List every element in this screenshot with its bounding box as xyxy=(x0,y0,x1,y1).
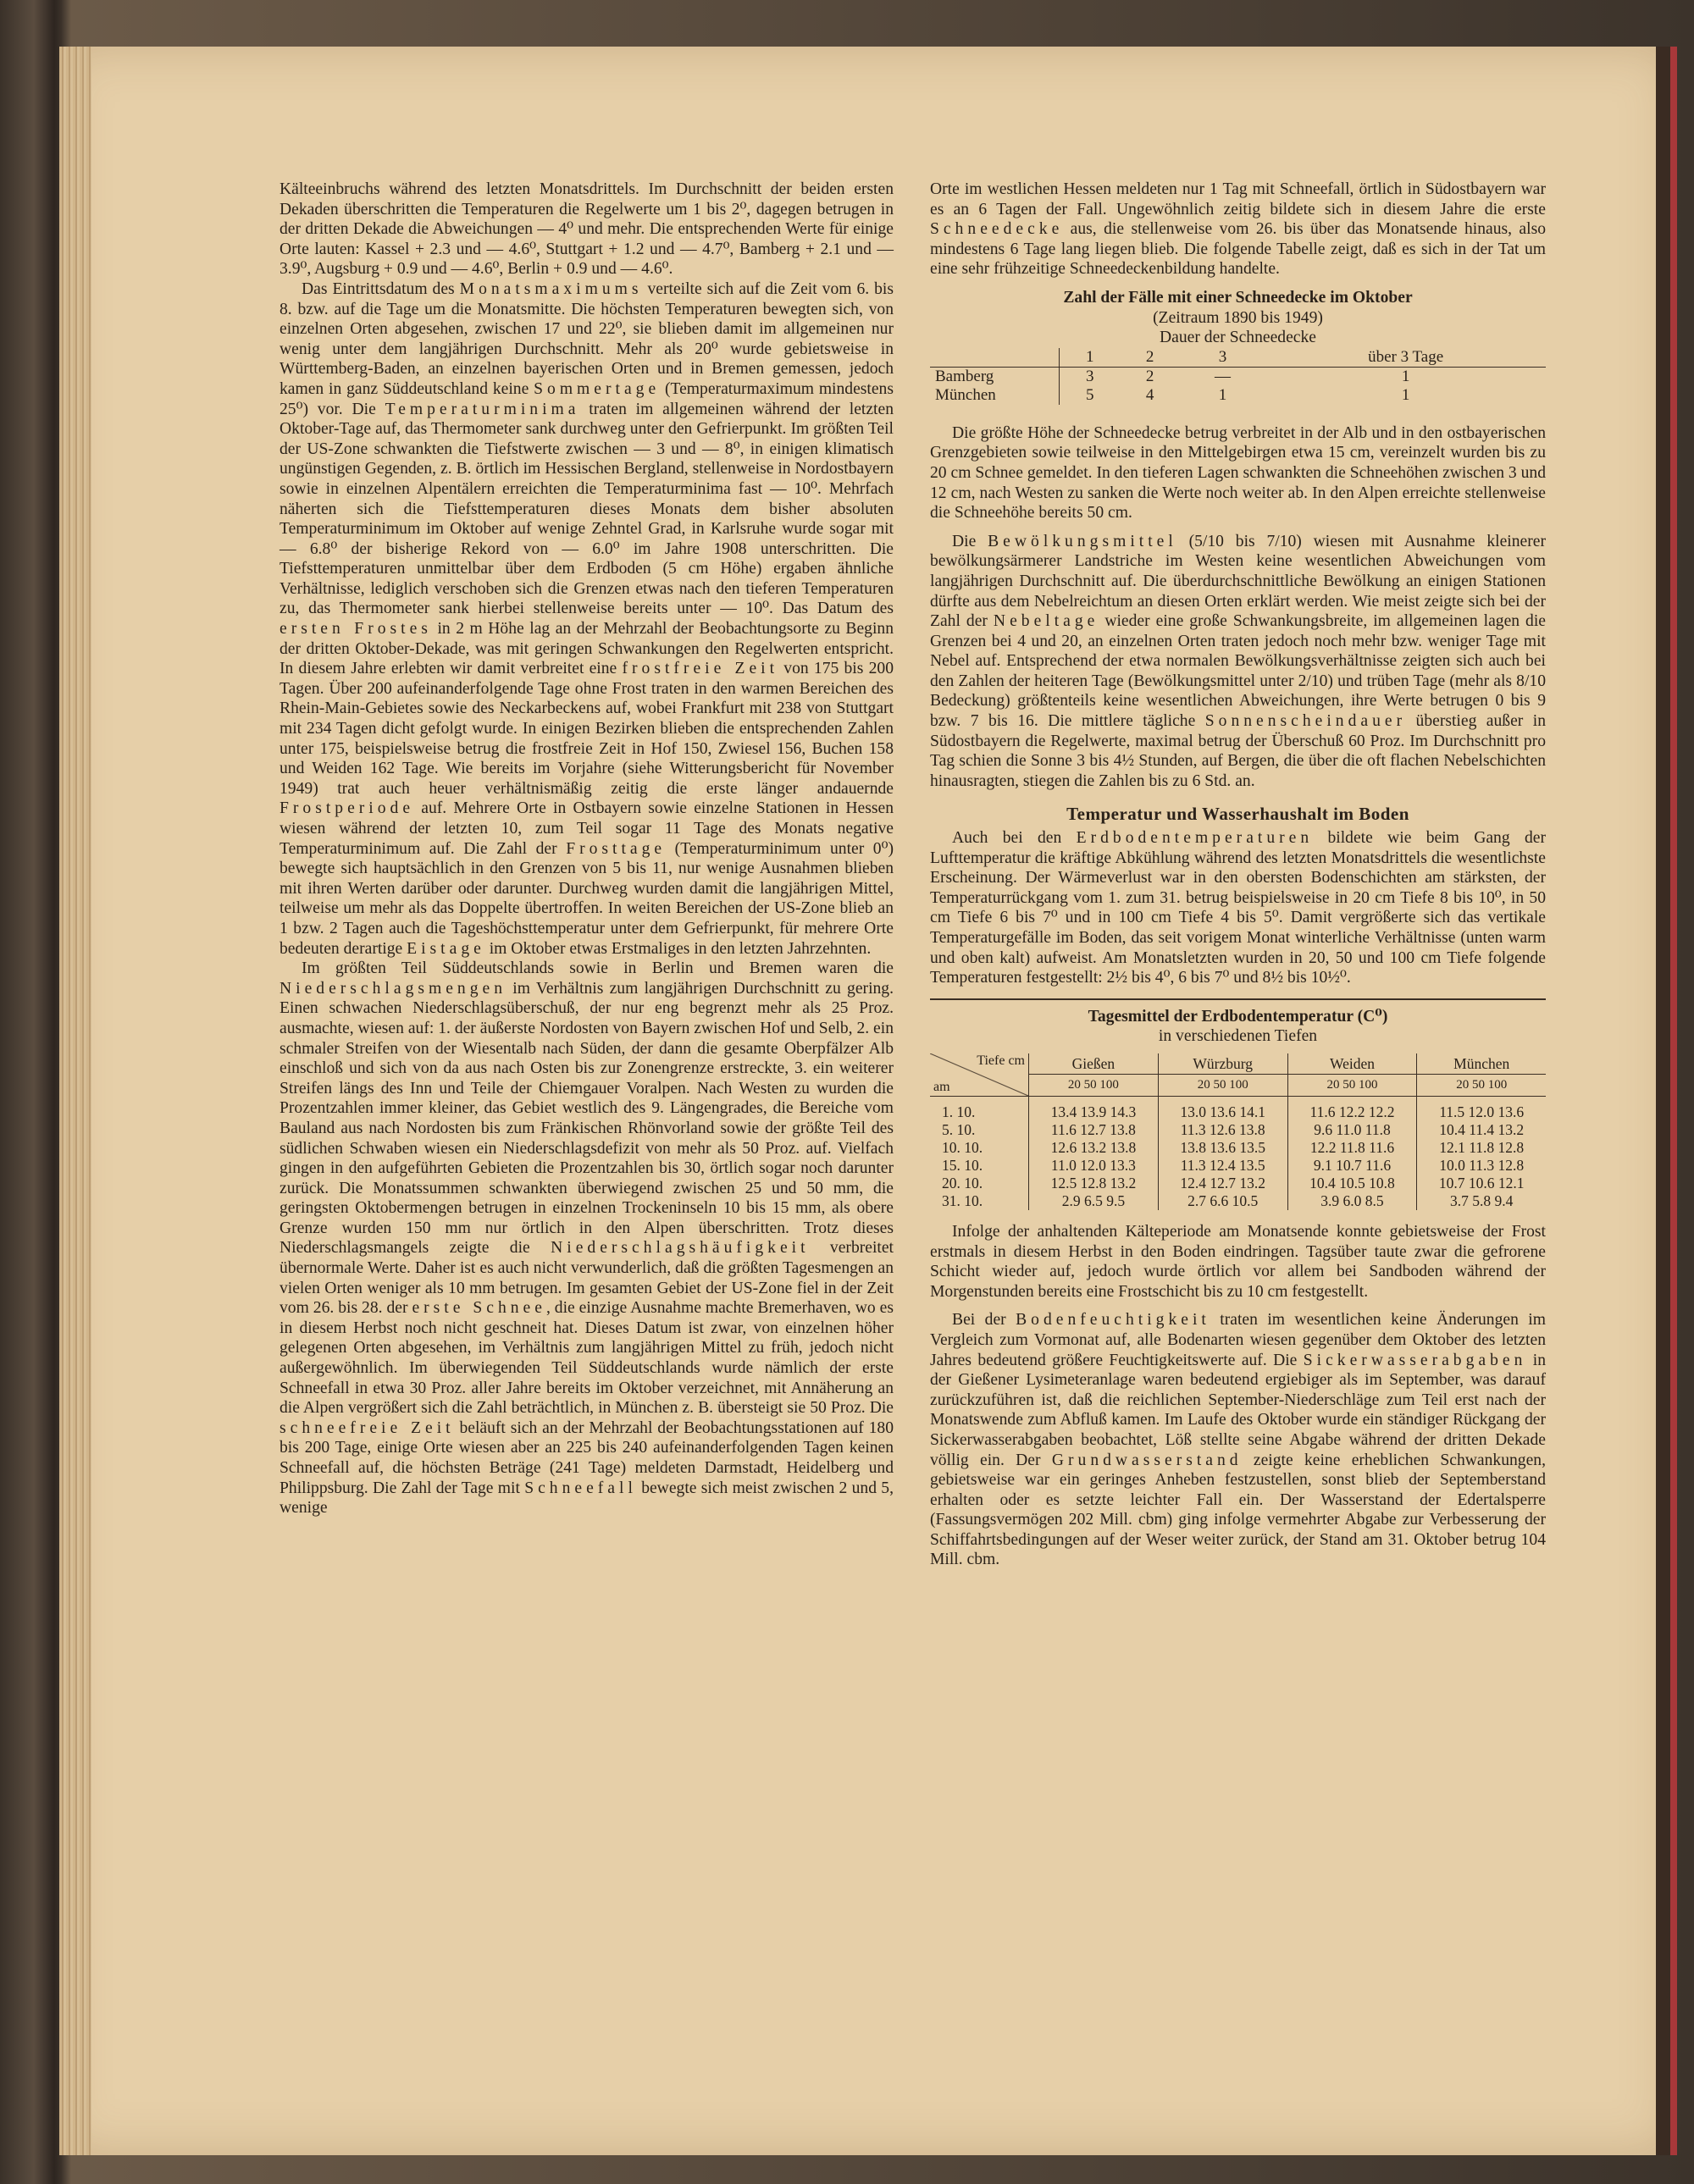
page-stack-edge xyxy=(59,47,91,2155)
emphasis: Temperaturminima xyxy=(385,400,580,418)
text: aus, die stellenweise vom 26. bis über das Monatsende hinaus, also mindestens 6 Tage lang liegen blieb. Die folgende Tabelle zeigt, daß es sich in der Tat um eine sehr frühzeitige Schneedeckenbildung handelte. xyxy=(930,220,1546,279)
table-row xyxy=(930,367,1546,386)
snow-table-title: Zahl der Fälle mit einer Schneedecke im Oktober xyxy=(1063,288,1413,307)
table-cell: 12.6 13.2 13.8 xyxy=(1029,1139,1159,1157)
emphasis: Nebeltage xyxy=(993,612,1099,631)
table-header-row xyxy=(930,1053,1546,1075)
table-cell: 13.4 13.9 14.3 xyxy=(1029,1096,1159,1121)
table-cell: 11.5 12.0 13.6 xyxy=(1439,1103,1525,1120)
table-corner xyxy=(930,348,1060,368)
table-cell: 12.5 12.8 13.2 xyxy=(1029,1175,1159,1192)
emphasis: ersten Frostes xyxy=(280,620,432,639)
date-cell: 31. 10. xyxy=(930,1192,1029,1210)
text: von 175 bis 200 Tagen. Über 200 aufeinanderfolgende Tage ohne Frost traten in den warmen Bereichen des Rhein-Main-Gebietes sowie des Neckarbeckens auf, wobei Frankfurt mit 238 von Stuttgart mit 234 Tagen dicht gefolgt wurde. In einigen Bezirken blieben die entsprechenden Zahlen unter 175, beispielsweise betrug die frostfreie Zeit in Hof 150, Zwiesel 156, Buchen 158 und Weiden 162 Tage. Wie bereits im Vorjahre (siehe Witterungsbericht für November 1949) trat auch heuer verhältnismäßig zeitig die erste länger andauernde xyxy=(280,660,894,798)
snow-table-subtitle: (Zeitraum 1890 bis 1949) xyxy=(1153,308,1323,327)
table-cell: — xyxy=(1215,367,1232,385)
snow-table-caption: Dauer der Schneedecke xyxy=(1160,329,1316,347)
soil-table-title: Tagesmittel der Erdbodentemperatur (C⁰) xyxy=(1088,1007,1388,1026)
emphasis: Monatsmaximums xyxy=(459,279,643,298)
text: , die einzige Ausnahme machte Bremerhaven, wo es in diesem Herbst noch nicht geschneit hat. Dieses Datum ist zwar, von einzelnen höher gelegenen Orten abgesehen, im Verhältnis zum langjährigen Mittel zu früh, jedoch nicht außergewöhnlich. Im überwiegenden Teil Süddeutschlands wurde nämlich der erste Schneefall in etwa 30 Proz. aller Jahre bereits im Oktober verzeichnet, mit Annäherung an die Alpen vergrößert sich die Zahl beträchtlich, in München z. B. übersteigt sie 50 Proz. Die xyxy=(280,1299,894,1418)
emphasis: Schneedecke xyxy=(930,220,1064,239)
text: verteilte sich auf die Zeit vom 6. bis 8. bzw. auf die Tage um die Monatsmitte. Die höchsten Temperaturen bewegten sich, von einzelnen Orten abgesehen, zwischen 17 und 22⁰, sie blieben damit im allgemeinen nur wenig unter dem langjährigen Durchschnitt. Mehr als 20⁰ wurde gebietsweise in Württemberg-Baden, an einzelnen bayerischen Orten und in Bremen gemessen, jedoch kamen in ganz Süddeutschland keine xyxy=(280,279,894,398)
table-row xyxy=(930,386,1546,405)
table-cell: 10.0 11.3 12.8 xyxy=(1439,1156,1525,1174)
table-cell: 10.4 10.5 10.8 xyxy=(1287,1175,1417,1192)
text: auf. Mehrere Orte in Ostbayern sowie einzelne Stationen in Hessen wiesen während der letzten 10, zum Teil sogar 11 Tage des Monats negative Temperaturminimum auf. Die Zahl der xyxy=(280,799,894,858)
emphasis: Eistage xyxy=(407,939,485,958)
text: Im größten Teil Süddeutschlands sowie in Berlin und Bremen waren die xyxy=(302,959,894,978)
table-cell: 11.6 12.7 13.8 xyxy=(1029,1121,1159,1139)
emphasis: Frostperiode xyxy=(280,799,415,818)
date-cell: 20. 10. xyxy=(930,1175,1029,1192)
table-cell: 11.6 12.2 12.2 xyxy=(1287,1096,1417,1121)
table-cell: 12.1 11.8 12.8 xyxy=(1439,1138,1525,1156)
text: bildete wie beim Gang der Lufttemperatur die kräftige Abkühlung während des letzten Monatsdrittels die wesentlichste Erscheinung. Der Wärmeverlust war in den obersten Bodenschichten am stärksten, der Temperaturrückgang vom 1. zum 31. betrug beispielsweise in 20 cm Tiefe 8 bis 10⁰, in 50 cm Tiefe 6 bis 7⁰ und in 100 cm Tiefe 4 bis 5⁰. Damit vergrößerte sich das vertikale Temperaturgefälle im Boden, das seit vorigem Monat winterliche Verhältnisse (unten warm und oben kalt) aufweist. Am Monatsletzten wurden in 20, 50 und 100 cm Tiefe folgende Temperaturen festgestellt: 2½ bis 4⁰, 6 bis 7⁰ und 8½ bis 10½⁰. xyxy=(930,829,1546,987)
row-label: München xyxy=(930,386,1060,405)
emphasis: frostfreie Zeit xyxy=(622,660,779,678)
column-header: 3 xyxy=(1180,348,1265,368)
table-cell: 9.6 11.0 11.8 xyxy=(1287,1121,1417,1139)
emphasis: Bewölkungsmittel xyxy=(988,532,1177,550)
paragraph: Kälteeinbruchs während des letzten Monatsdrittels. Im Durchschnitt der beiden ersten Dekaden überschritten die Temperaturen die Regelwerte um 1 bis 2⁰, dagegen betrugen in der dritten Dekade die Abweichungen — 4⁰ und mehr. Die entsprechenden Werte für einige Orte lauten: Kassel + 2.3 und — 4.6⁰, Stuttgart + 1.2 und — 4.7⁰, Bamberg + 2.1 und — 3.9⁰, Augsburg + 0.9 und — 4.6⁰, Berlin + 0.9 und — 4.6⁰. xyxy=(280,180,894,279)
table-row xyxy=(930,1121,1546,1139)
emphasis: Grundwasserstand xyxy=(1051,1451,1243,1469)
table-cell: 2.9 6.5 9.5 xyxy=(1029,1192,1159,1210)
depth-header: 20 50 100 xyxy=(1417,1075,1546,1097)
emphasis: erste Schnee xyxy=(412,1299,546,1318)
table-cell: 12.4 12.7 13.2 xyxy=(1158,1175,1287,1192)
paragraph xyxy=(930,532,1546,792)
text: (Temperaturminimum unter 0⁰) bewegte sich hauptsächlich in den Grenzen von 5 bis 11, nur wenige Ausnahmen blieben mit ihren Werten darüber oder darunter. Durchweg wurden damit die langjährigen Mittel, teilweise um mehr als das Doppelte übertroffen. In weiten Bereichen der US-Zone blieb an 1 bzw. 2 Tagen auch die Tageshöchsttemperatur unter dem Gefrierpunkt, für mehrere Orte bedeuten derartige xyxy=(280,839,894,958)
emphasis: schneefreie Zeit xyxy=(280,1418,455,1437)
soil-temperature-table xyxy=(930,1053,1546,1210)
row-label: Bamberg xyxy=(930,367,1060,386)
text: verbreitet übernormale Werte. Daher ist es auch nicht verwunderlich, daß die größten Tagesmengen an vielen Orten weniger als 10 mm betrugen. Im gesamten Gebiet der US-Zone fiel in der Zeit vom 26. bis 28. der xyxy=(280,1239,894,1318)
location-header: Würzburg xyxy=(1158,1053,1287,1075)
text: in 2 m Höhe lag an der Mehrzahl der Beobachtungsorte zu Beginn der dritten Oktober-Dekade, was mit geringen Schwankungen den Regelwerten entspricht. In diesem Jahre erlebten wir damit verbreitet eine xyxy=(280,620,894,678)
paragraph xyxy=(280,959,894,1518)
emphasis: Sickerwasserabgaben xyxy=(1303,1351,1527,1369)
table-cell: 13.0 13.6 14.1 xyxy=(1158,1096,1287,1121)
column-header: 2 xyxy=(1120,348,1179,368)
emphasis: Niederschlagsmengen xyxy=(280,979,507,998)
table-row xyxy=(930,1157,1546,1175)
emphasis: Frosttage xyxy=(566,839,667,858)
text: im Verhältnis zum langjährigen Durchschnitt zu gering. Einen schwachen Niederschlagsüberschuß, der nur eng begrenzt mehr als 25 Proz. ausmachte, wiesen auf: 1. der äußerste Nordosten von Bayern zwischen Hof und Selb, 2. ein schmaler Streifen von der Wiesentalb nach Süden, der dann die gesamte Oberpfälzer Alb einschloß und sich von da aus nach Osten bis zur Zonengrenze erstreckte, 3. ein weiterer Streifen längs des Inn und Teile der Chiemgauer Voralpen. Nach Westen zu wurden die Prozentzahlen immer kleiner, das Gebiet westlich des 9. Längengrades, die Bereiche vom Bauland aus nach Nordosten bis zum Fränkischen Rhönvorland sowie der größte Teil des südlichen Schwaben wiesen ein Niederschlagsdefizit von mehr als 50 Proz. auf. Vielfach gingen in den aufgeführten Gebieten die Prozentzahlen bis 30, örtlich sogar noch darunter zurück. Die Monatssummen schwankten überwiegend zwischen 25 und 50 mm, die geringsten Oktobermengen betrugen in einzelnen Trockeninseln 10 bis 15 mm, als obere Grenze wurden 150 mm nur örtlich in den Alpen überschritten. Trotz dieses Niederschlagsmangels zeigte die xyxy=(280,979,894,1258)
depth-header: 20 50 100 xyxy=(1287,1075,1417,1097)
depth-header: 20 50 100 xyxy=(1029,1075,1159,1097)
soil-table-subtitle: in verschiedenen Tiefen xyxy=(1158,1027,1318,1046)
snow-cover-table xyxy=(930,348,1546,405)
right-column xyxy=(930,180,1546,1570)
table-cell: 9.1 10.7 11.6 xyxy=(1287,1157,1417,1175)
text: (5/10 bis 7/10) wiesen mit Ausnahme kleinerer bewölkungsärmerer Landstriche im Westen keine wesentlichen Abweichungen vom langjährigen Durchschnitt auf. Die überdurchschnittliche Bewölkung an einigen Stationen dürfte aus dem Nebelreichtum an diesen Orten erklärt werden. Wie meist zeigte sich bei der Zahl der xyxy=(930,532,1546,631)
text: im Oktober etwas Erstmaliges in den letzten Jahrzehnten. xyxy=(484,939,872,958)
date-cell: 15. 10. xyxy=(930,1157,1029,1175)
emphasis: Schneefall xyxy=(524,1479,637,1497)
left-column xyxy=(280,180,894,1518)
text: bewegte sich meist zwischen 2 und 5, wenige xyxy=(280,1479,894,1518)
text: überstieg außer in Südostbayern die Regelwerte, maximal betrug der Überschuß 60 Proz. Im Durchschnitt pro Tag schien die Sonne 3 bis 4½ Stunden, auf Bergen, die über die oft flachen Nebelschichten hinausragten, stiegen die Zahlen bis zu 6 Std. an. xyxy=(930,712,1547,790)
table-cell: 2 xyxy=(1145,367,1154,385)
table-cell: 3.9 6.0 8.5 xyxy=(1287,1192,1417,1210)
table-cell: 3.7 5.8 9.4 xyxy=(1450,1192,1514,1209)
paragraph xyxy=(930,180,1546,279)
paragraph xyxy=(930,828,1546,988)
emphasis: Sommertage xyxy=(534,379,661,398)
table-cell: 1 xyxy=(1401,367,1410,385)
column-header: 1 xyxy=(1060,348,1121,368)
depth-header: 20 50 100 xyxy=(1158,1075,1287,1097)
location-header: Gießen xyxy=(1029,1053,1159,1075)
table-cell: 10.7 10.6 12.1 xyxy=(1438,1174,1525,1192)
text: wieder eine große Schwankungsbreite, im allgemeinen lagen die Grenzen bei 4 und 20, an einzelnen Orten traten jedoch noch mehr bzw. weniger Tage mit Nebel auf. Entsprechend der etwa normalen Bewölkungsverhältnisse zeigten sich auch bei den Zahlen der heiteren Tage (Bewölkungsmittel unter 2/10) und trüben Tage (mehr als 8/10 Bedeckung) größtenteils keine wesentlichen Abweichungen, ihre Werte betrugen 0 bis 9 bzw. 7 bis 16. Die mittlere tägliche xyxy=(930,612,1546,731)
text: beläuft sich an der Mehrzahl der Beobachtungsstationen auf 180 bis 200 Tage, einige Orte wiesen aber an 225 bis 240 aufeinanderfolgenden Tagen keinen Schneefall auf, die höchsten Beträge (241 Tage) meldeten Darmstadt, Heidelberg und Philippsburg. Die Zahl der Tage mit xyxy=(280,1418,894,1497)
date-cell: 5. 10. xyxy=(930,1121,1029,1139)
table-cell: 1 xyxy=(1401,385,1410,404)
binding-red-edge xyxy=(1670,47,1677,2155)
date-cell: 10. 10. xyxy=(930,1139,1029,1157)
text: Orte im westlichen Hessen meldeten nur 1 Tag mit Schneefall, örtlich in Südostbayern war es an 6 Tagen der Fall. Ungewöhnlich zeitig bildete sich in diesem Jahre die erste xyxy=(930,180,1546,218)
emphasis: Niederschlagshäufigkeit xyxy=(551,1239,810,1258)
text: (Temperaturmaximum mindestens 25⁰) vor. Die xyxy=(280,379,894,418)
text: Das Eintrittsdatum des xyxy=(302,279,460,298)
table-cell: 2.7 6.6 10.5 xyxy=(1158,1192,1287,1210)
paragraph xyxy=(280,279,894,959)
location-header: München xyxy=(1417,1053,1546,1075)
table-row xyxy=(930,1096,1546,1121)
soil-temperature-table-box xyxy=(930,998,1546,1210)
emphasis: Sonnenscheindauer xyxy=(1204,712,1407,731)
table-cell: 4 xyxy=(1145,385,1154,404)
text: in der Gießener Lysimeteranlage waren bedeutend ergiebiger als im September, was darauf zurückzuführen ist, daß die reichlichen September-Niederschläge zum Teil erst nach der Monatswende zum Abfluß kamen. Im Laufe des Oktober wurde ein ständiger Rückgang der Sickerwasserabgaben beobachtet, Löß stellte seine Abgabe während der dritten Dekade völlig ein. Der xyxy=(930,1351,1546,1469)
date-cell: 1. 10. xyxy=(930,1096,1029,1121)
table-cell: 11.3 12.4 13.5 xyxy=(1158,1157,1287,1175)
table-cell: 11.0 12.0 13.3 xyxy=(1029,1157,1159,1175)
corner-date-label: am xyxy=(933,1079,950,1094)
column-header: über 3 Tage xyxy=(1265,348,1546,368)
table-corner xyxy=(930,1053,1029,1097)
text: zeigte keine erheblichen Schwankungen, gebietsweise war ein geringes Anheben festzustellen, sonst blieb der Septemberstand erhalten oder es setzte leichter Fall ein. Der Wasserstand der Edertalsperre (Fassungsvermögen 202 Mill. cbm) ging infolge vermehrter Abgabe zur Verbesserung der Schiffahrtsbedingungen auf der Weser weiter zurück, der Stand am 31. Oktober betrug 104 Mill. cbm. xyxy=(930,1451,1546,1569)
section-heading: Temperatur und Wasserhaushalt im Boden xyxy=(1066,804,1409,825)
text: traten im wesentlichen keine Änderungen im Vergleich zum Vormonat auf, alle Bodenarten wiesen gegenüber dem Oktober des letzten Jahres bedeutend größere Feuchtigkeitswerte auf. Die xyxy=(930,1311,1546,1369)
paragraph: Die größte Höhe der Schneedecke betrug verbreitet in der Alb und in den ostbayerischen Grenzgebieten sowie teilweise in den Mittelgebirgen etwa 15 cm, vereinzelt wurden bis zu 20 cm Schnee gemeldet. In den tieferen Lagen schwankten die Schneehöhen zwischen 3 und 12 cm, nach Westen zu sanken die Werte noch weiter ab. In den Alpen erreichte stellenweise die Schneehöhe bereits 50 cm. xyxy=(930,423,1546,523)
corner-depth-label: Tiefe cm xyxy=(977,1053,1025,1068)
table-row xyxy=(930,1139,1546,1157)
table-cell: 5 xyxy=(1085,385,1094,404)
table-cell: 1 xyxy=(1218,385,1227,404)
table-cell: 13.8 13.6 13.5 xyxy=(1158,1139,1287,1157)
text: Auch bei den xyxy=(952,829,1077,848)
table-cell: 3 xyxy=(1085,367,1094,385)
text: Die xyxy=(952,532,988,550)
text: traten im allgemeinen während der letzten Oktober-Tage auf, das Thermometer sank durchweg unter den Gefrierpunkt. Im größten Teil der US-Zone schwankten die Tiefstwerte zwischen — 3 und — 8⁰, in einigen klimatisch ungünstigen Gegenden, z. B. örtlich im Hessischen Bergland, stellenweise in Nordostbayern sowie in einzelnen Alpentälern erreichten die Temperaturminima fast — 10⁰. Mehrfach näherten sich die Tiefsttemperaturen dieses Monats dem bisher absoluten Temperaturminimum im Oktober auf wenige Zehntel Grad, in Karlsruhe wurde sogar mit — 6.8⁰ der bisherige Rekord von — 6.0⁰ im Jahre 1908 unterschritten. Die Tiefsttemperaturen unmittelbar über dem Erdboden (5 cm Höhe) ergaben ähnliche Verhältnisse, lediglich verschoben sich die Grenzen etwas nach den tieferen Temperaturen zu, das Thermometer sank hierbei stellenweise bereits unter — 10⁰. Das Datum des xyxy=(280,400,894,618)
paragraph xyxy=(930,1310,1546,1570)
emphasis: Erdbodentemperaturen xyxy=(1076,829,1314,848)
paragraph: Infolge der anhaltenden Kälteperiode am Monatsende konnte gebietsweise der Frost erstmals in diesem Herbst in den Boden eindringen. Tagsüber taute zwar die gefrorene Schicht wieder auf, jedoch wurde örtlich vor allem bei Sandboden während der Morgenstunden bereits eine Frostschicht bis zu 10 cm festgestellt. xyxy=(930,1222,1546,1301)
table-cell: 12.2 11.8 11.6 xyxy=(1287,1139,1417,1157)
table-cell: 11.3 12.6 13.8 xyxy=(1158,1121,1287,1139)
table-row xyxy=(930,1192,1546,1210)
text: Bei der xyxy=(952,1311,1016,1330)
table-row xyxy=(930,1175,1546,1192)
table-cell: 10.4 11.4 13.2 xyxy=(1439,1120,1525,1138)
location-header: Weiden xyxy=(1287,1053,1417,1075)
emphasis: Bodenfeuchtigkeit xyxy=(1016,1311,1210,1330)
table-header-row xyxy=(930,348,1546,368)
